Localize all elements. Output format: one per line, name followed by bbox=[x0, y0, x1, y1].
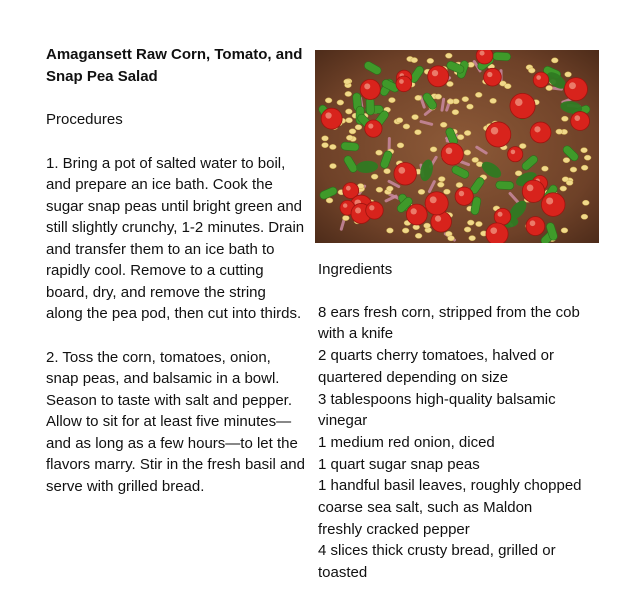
ingredient-item: 4 slices thick crusty bread, grilled or toasted bbox=[318, 542, 556, 582]
corn-kernel bbox=[355, 125, 362, 130]
ingredient-item: 2 quarts cherry tomatoes, halved or quartered depending on size bbox=[318, 347, 554, 386]
tomato-half bbox=[494, 208, 511, 225]
corn-kernel bbox=[346, 118, 353, 123]
corn-kernel bbox=[445, 53, 452, 58]
tomato-highlight bbox=[369, 205, 374, 210]
ingredient-item: 8 ears fresh corn, stripped from the cob with a knife bbox=[318, 303, 580, 343]
tomato-highlight bbox=[498, 212, 503, 217]
corn-kernel bbox=[415, 130, 422, 135]
corn-kernel bbox=[322, 143, 329, 148]
tomato-half bbox=[360, 79, 380, 99]
corn-kernel bbox=[560, 186, 567, 191]
tomato-highlight bbox=[346, 186, 351, 191]
tomato-half bbox=[455, 187, 473, 205]
corn-kernel bbox=[342, 215, 349, 220]
snap-pea bbox=[496, 181, 514, 190]
corn-kernel bbox=[448, 236, 455, 241]
salad-photo bbox=[315, 50, 599, 243]
tomato-highlight bbox=[515, 98, 523, 106]
corn-kernel bbox=[344, 79, 351, 84]
corn-kernel bbox=[437, 182, 444, 187]
tomato-half bbox=[365, 120, 382, 137]
corn-kernel bbox=[346, 135, 353, 140]
corn-kernel bbox=[415, 233, 422, 238]
corn-kernel bbox=[397, 143, 404, 148]
tomato-half bbox=[510, 93, 535, 118]
corn-kernel bbox=[322, 136, 329, 141]
tomato-half bbox=[484, 68, 502, 86]
procedure-step: 2. Toss the corn, tomatoes, onion, snap peas, and balsamic in a bowl. Season to taste with salt and pepper. Allow to sit for at least five minutes—and as long as a few hours—to let the flavors marry. Stir in the fresh basil and serve with grilled bread. bbox=[46, 348, 305, 495]
ingredients-heading: Ingredients bbox=[318, 261, 393, 278]
tomato-half bbox=[486, 223, 508, 243]
corn-kernel bbox=[403, 124, 410, 129]
tomato-highlight bbox=[536, 75, 541, 80]
ingredient-item: 3 tablespoons high-quality balsamic vinegar bbox=[318, 390, 556, 430]
corn-kernel bbox=[329, 144, 336, 149]
corn-kernel bbox=[387, 228, 394, 233]
corn-kernel bbox=[438, 176, 445, 181]
procedure-step: 1. Bring a pot of salted water to boil, and prepare an ice bath. Cook the sugar snap peas until bright green and still slightly crunchy, 1-2 minutes. Drain and transfer them to an ice bath to rapidly cool. Remove to a cutting board, dry, and remove the string along the pea pod, then cut into thirds. bbox=[46, 154, 305, 322]
corn-kernel bbox=[389, 97, 396, 102]
corn-kernel bbox=[376, 187, 383, 192]
corn-kernel bbox=[542, 166, 549, 171]
tomato-highlight bbox=[432, 70, 438, 76]
ingredient-item: coarse sea salt, such as Maldon bbox=[318, 499, 533, 517]
tomato-half bbox=[425, 192, 448, 215]
tomato-highlight bbox=[487, 72, 492, 77]
corn-kernel bbox=[447, 99, 454, 104]
tomato-highlight bbox=[411, 208, 417, 214]
tomato-highlight bbox=[399, 79, 404, 84]
corn-kernel bbox=[435, 94, 442, 99]
recipe-title: Amagansett Raw Corn, Tomato, and Snap Pea Salad bbox=[46, 46, 303, 85]
tomato-highlight bbox=[530, 220, 536, 226]
tomato-highlight bbox=[527, 185, 534, 192]
snap-pea bbox=[492, 52, 510, 61]
corn-kernel bbox=[515, 171, 522, 176]
corn-kernel bbox=[371, 174, 378, 179]
corn-kernel bbox=[376, 150, 383, 155]
tomato-highlight bbox=[398, 167, 405, 174]
ingredient-item: 1 handful basil leaves, roughly chopped bbox=[318, 477, 582, 495]
tomato-highlight bbox=[491, 127, 499, 135]
corn-kernel bbox=[565, 72, 572, 77]
corn-kernel bbox=[384, 169, 391, 174]
tomato-highlight bbox=[459, 191, 464, 196]
tomato-half bbox=[571, 112, 590, 131]
tomato-highlight bbox=[511, 150, 516, 155]
tomato-highlight bbox=[574, 115, 580, 121]
corn-kernel bbox=[345, 109, 352, 114]
corn-kernel bbox=[475, 92, 482, 97]
tomato-half bbox=[533, 72, 548, 87]
tomato-half bbox=[564, 78, 587, 101]
corn-kernel bbox=[462, 97, 469, 102]
tomato-half bbox=[476, 50, 493, 64]
corn-kernel bbox=[443, 189, 450, 194]
tomato-highlight bbox=[546, 197, 553, 204]
corn-kernel bbox=[561, 116, 568, 121]
tomato-half bbox=[441, 143, 463, 165]
tomato-half bbox=[530, 122, 551, 143]
corn-kernel bbox=[570, 167, 577, 172]
corn-kernel bbox=[411, 57, 418, 62]
tomato-highlight bbox=[325, 112, 331, 118]
corn-kernel bbox=[464, 150, 471, 155]
tomato-highlight bbox=[435, 216, 441, 222]
tomato-half bbox=[366, 202, 384, 220]
corn-kernel bbox=[469, 236, 476, 241]
tomato-highlight bbox=[343, 203, 347, 207]
corn-kernel bbox=[490, 98, 497, 103]
corn-kernel bbox=[330, 163, 337, 168]
tomato-half bbox=[522, 180, 544, 202]
corn-kernel bbox=[402, 228, 409, 233]
corn-kernel bbox=[582, 200, 589, 205]
ingredients-list bbox=[318, 302, 608, 584]
corn-kernel bbox=[452, 110, 459, 115]
corn-kernel bbox=[456, 182, 463, 187]
corn-kernel bbox=[504, 84, 511, 89]
corn-kernel bbox=[546, 85, 553, 90]
corn-kernel bbox=[467, 220, 474, 225]
ingredient-item: 1 quart sugar snap peas bbox=[318, 455, 480, 473]
tomato-half bbox=[541, 193, 565, 217]
tomato-highlight bbox=[355, 207, 361, 213]
tomato-highlight bbox=[364, 83, 370, 89]
corn-kernel bbox=[424, 223, 431, 228]
procedures-column bbox=[46, 44, 306, 497]
corn-kernel bbox=[476, 221, 483, 226]
corn-kernel bbox=[386, 186, 393, 191]
corn-kernel bbox=[464, 130, 471, 135]
corn-kernel bbox=[430, 147, 437, 152]
corn-kernel bbox=[412, 114, 419, 119]
tomato-highlight bbox=[446, 147, 453, 154]
tomato-highlight bbox=[430, 196, 437, 203]
corn-kernel bbox=[566, 180, 573, 185]
tomato-highlight bbox=[490, 227, 497, 234]
tomato-half bbox=[486, 122, 511, 147]
ingredients-column bbox=[318, 259, 608, 584]
corn-kernel bbox=[427, 58, 434, 63]
tomato-highlight bbox=[368, 123, 373, 128]
tomato-half bbox=[394, 162, 417, 185]
salad-illustration bbox=[315, 50, 599, 243]
tomato-half bbox=[428, 66, 449, 87]
corn-kernel bbox=[415, 95, 422, 100]
corn-kernel bbox=[337, 100, 344, 105]
corn-kernel bbox=[551, 58, 558, 63]
corn-kernel bbox=[440, 122, 447, 127]
corn-kernel bbox=[528, 68, 535, 73]
corn-kernel bbox=[561, 228, 568, 233]
corn-kernel bbox=[556, 129, 563, 134]
corn-kernel bbox=[584, 155, 591, 160]
corn-kernel bbox=[563, 158, 570, 163]
tomato-half bbox=[406, 204, 427, 225]
tomato-half bbox=[508, 147, 523, 162]
tomato-highlight bbox=[534, 126, 540, 132]
corn-kernel bbox=[345, 91, 352, 96]
corn-kernel bbox=[581, 148, 588, 153]
corn-kernel bbox=[464, 227, 471, 232]
corn-kernel bbox=[325, 98, 332, 103]
corn-kernel bbox=[581, 214, 588, 219]
snap-pea bbox=[341, 142, 360, 152]
corn-kernel bbox=[418, 189, 425, 194]
corn-kernel bbox=[447, 81, 454, 86]
corn-kernel bbox=[349, 129, 356, 134]
tomato-highlight bbox=[480, 51, 485, 56]
corn-kernel bbox=[581, 165, 588, 170]
corn-kernel bbox=[457, 135, 464, 140]
procedures-heading: Procedures bbox=[46, 111, 123, 128]
tomato-half bbox=[321, 108, 342, 129]
corn-kernel bbox=[396, 118, 403, 123]
tomato-half bbox=[526, 217, 545, 236]
corn-kernel bbox=[519, 143, 526, 148]
tomato-highlight bbox=[569, 82, 576, 89]
ingredient-item: 1 medium red onion, diced bbox=[318, 433, 495, 451]
corn-kernel bbox=[326, 198, 333, 203]
corn-kernel bbox=[467, 104, 474, 109]
tomato-half bbox=[396, 76, 412, 92]
ingredient-item: freshly cracked pepper bbox=[318, 520, 470, 538]
